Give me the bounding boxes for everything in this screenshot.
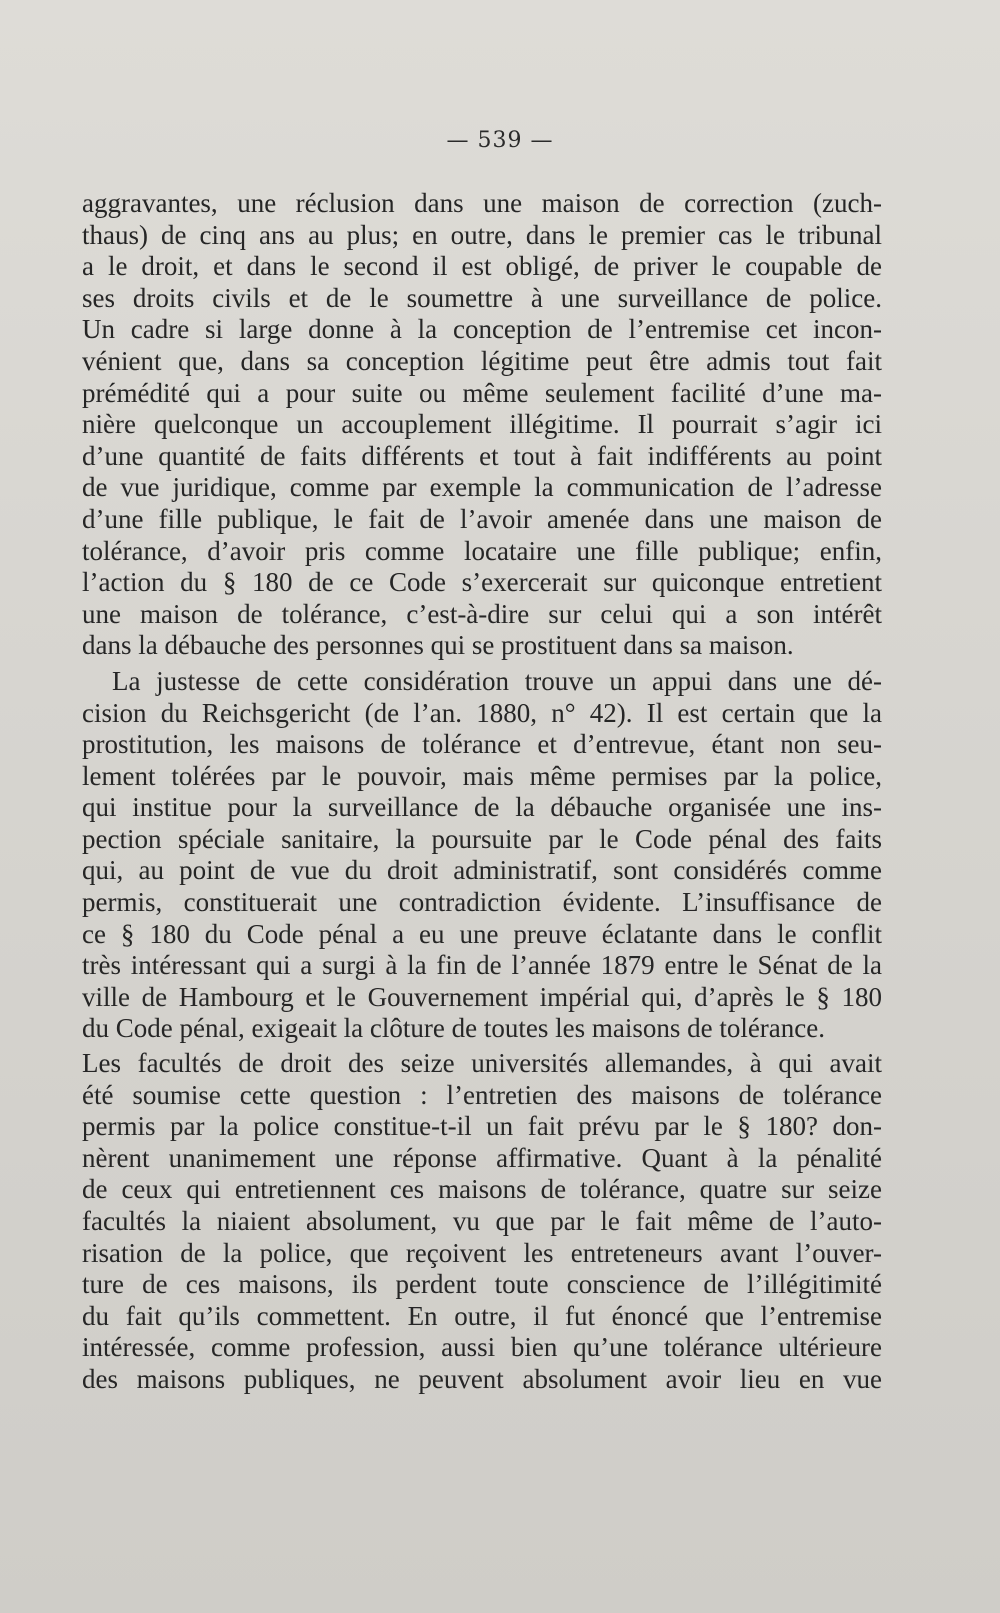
text-line: ses droits civils et de le soumettre à une surveillance de police. — [82, 282, 882, 313]
text-line: été soumise cette question : l’entretien des maisons de tolérance — [82, 1079, 882, 1110]
text-line: prémédité qui a pour suite ou même seulement facilité d’une ma- — [82, 377, 882, 408]
text-line: très intéressant qui a surgi à la fin de l’année 1879 entre le Sénat de la — [82, 950, 882, 981]
text-line: risation de la police, que reçoivent les entreteneurs avant l’ouver- — [82, 1237, 882, 1268]
text-line: qui, au point de vue du droit administratif, sont considérés comme — [82, 855, 882, 886]
text-line: vénient que, dans sa conception légitime peut être admis tout fait — [82, 345, 882, 376]
text-line: prostitution, les maisons de tolérance et d’entrevue, étant non seu- — [82, 729, 882, 760]
text-line: ville de Hambourg et le Gouvernement impérial qui, d’après le § 180 — [82, 981, 882, 1012]
text-line: de ceux qui entretiennent ces maisons de tolérance, quatre sur seize — [82, 1174, 882, 1205]
text-line: permis, constituerait une contradiction évidente. L’insuffisance de — [82, 887, 882, 918]
text-line: une maison de tolérance, c’est-à-dire sur celui qui a son intérêt — [82, 598, 882, 629]
text-line: nière quelconque un accouplement illégitime. Il pourrait s’agir ici — [82, 409, 882, 440]
text-line: tolérance, d’avoir pris comme locataire une fille publique; enfin, — [82, 535, 882, 566]
text-line: nèrent unanimement une réponse affirmative. Quant à la pénalité — [82, 1142, 882, 1173]
text-line: pection spéciale sanitaire, la poursuite par le Code pénal des faits — [82, 823, 882, 854]
text-line: Les facultés de droit des seize universités allemandes, à qui avait — [82, 1048, 882, 1079]
text-line: d’une quantité de faits différents et tout à fait indifférents au point — [82, 440, 882, 471]
page-number: — 539 — — [446, 128, 554, 153]
text-line: cision du Reichsgericht (de l’an. 1880, n° 42). Il est certain que la — [82, 697, 882, 728]
text-line: aggravantes, une réclusion dans une maison de correction (zuch- — [82, 188, 882, 218]
paragraph-2 — [82, 666, 882, 1045]
paragraph-3 — [82, 1048, 882, 1396]
text-line: d’une fille publique, le fait de l’avoir amenée dans une maison de — [82, 503, 882, 534]
text-line: thaus) de cinq ans au plus; en outre, dans le premier cas le tribunal — [82, 219, 882, 250]
text-line: qui institue pour la surveillance de la débauche organisée une ins- — [82, 792, 882, 823]
text-line: facultés la niaient absolument, vu que par le fait même de l’auto- — [82, 1206, 882, 1236]
text-line: ce § 180 du Code pénal a eu une preuve éclatante dans le conflit — [82, 918, 882, 949]
paragraph-1 — [82, 188, 882, 662]
text-line: ture de ces maisons, ils perdent toute conscience de l’illégitimité — [82, 1269, 882, 1300]
text-line: La justesse de cette considération trouve un appui dans une dé- — [112, 665, 882, 696]
text-line: a le droit, et dans le second il est obligé, de priver le coupable de — [82, 251, 882, 282]
text-line: permis par la police constitue-t-il un fait prévu par le § 180? don- — [82, 1111, 882, 1142]
text-line: lement tolérées par le pouvoir, mais même permises par la police, — [82, 760, 882, 791]
text-line: du Code pénal, exigeait la clôture de toutes les maisons de tolérance. — [82, 1013, 826, 1044]
text-line: intéressée, comme profession, aussi bien qu’une tolérance ultérieure — [82, 1332, 882, 1363]
text-line: l’action du § 180 de ce Code s’exercerait sur quiconque entretient — [82, 567, 882, 598]
text-line: du fait qu’ils commettent. En outre, il fut énoncé que l’entremise — [82, 1300, 882, 1331]
text-line: des maisons publiques, ne peuvent absolument avoir lieu en vue — [82, 1363, 882, 1394]
text-line: Un cadre si large donne à la conception de l’entremise cet incon- — [82, 314, 882, 345]
text-line: dans la débauche des personnes qui se prostituent dans sa maison. — [82, 630, 794, 661]
body-text — [82, 188, 882, 1396]
text-line: de vue juridique, comme par exemple la communication de l’adresse — [82, 472, 882, 503]
